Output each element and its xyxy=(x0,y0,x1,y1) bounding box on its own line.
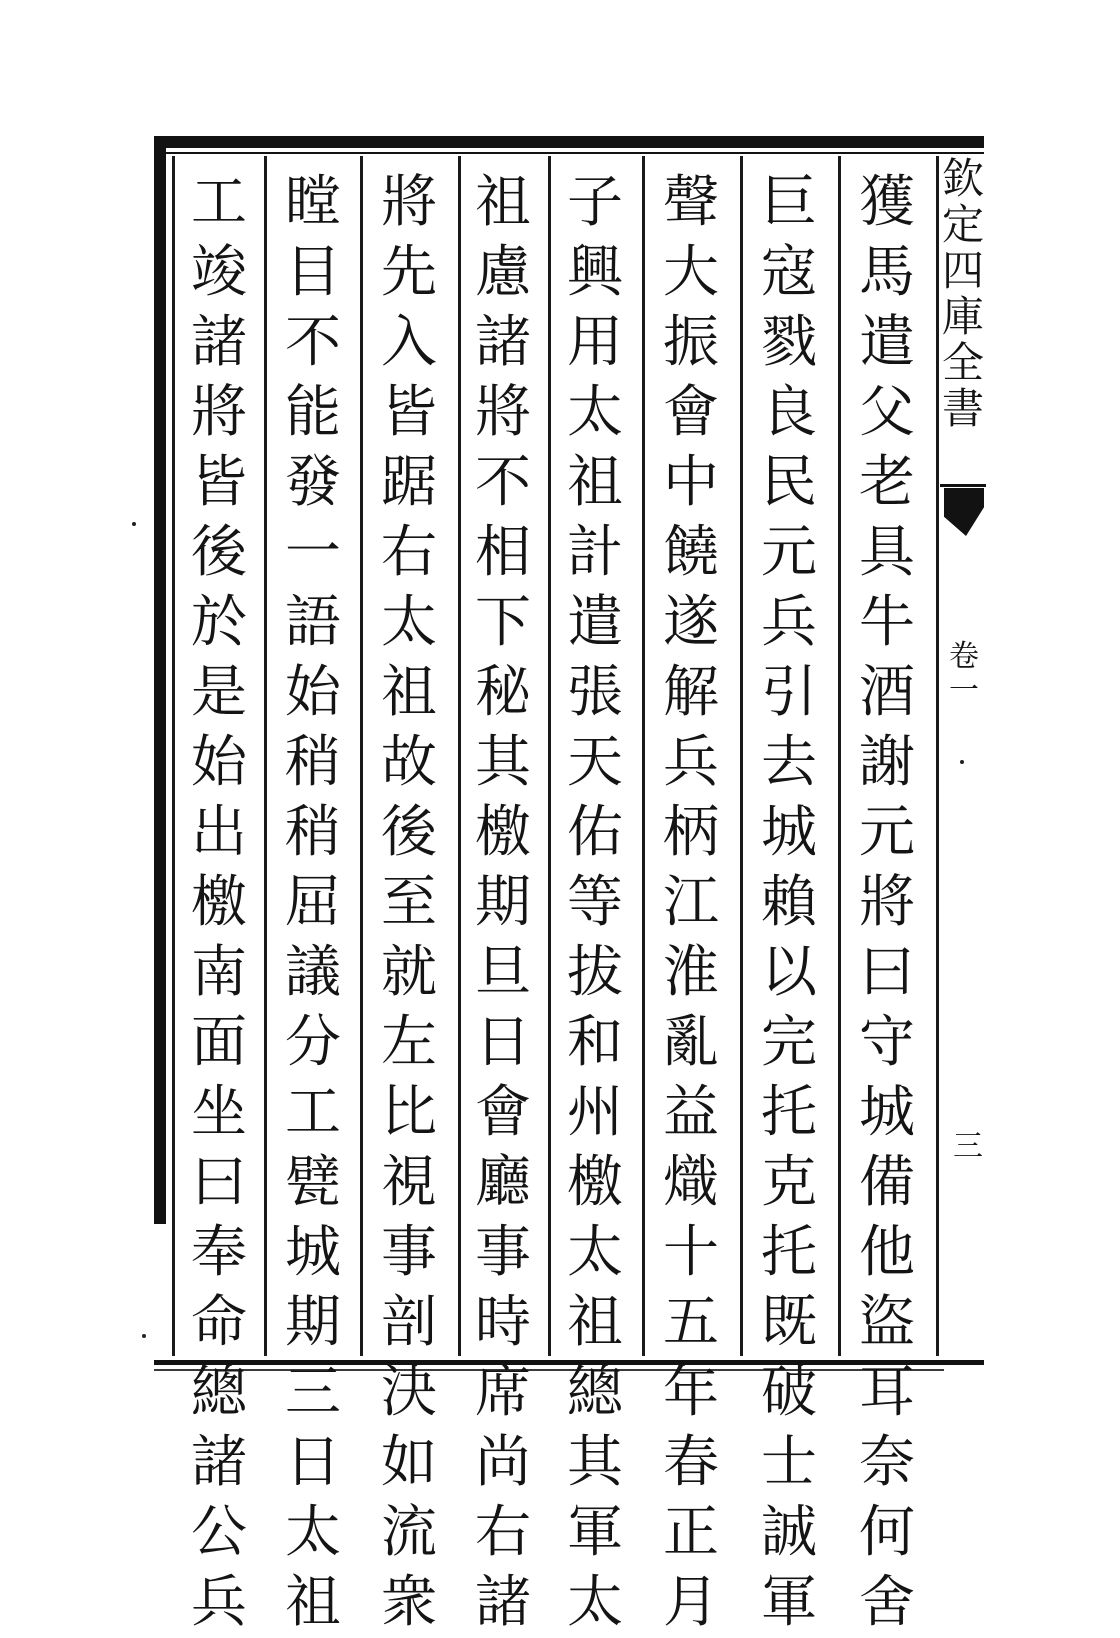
margin-book-title: 欽定四庫全書 xyxy=(941,154,984,433)
text-column-5: 祖慮諸將不相下秘其檄期旦日會廳事時席尚右諸 xyxy=(475,170,531,1635)
column-rule xyxy=(264,156,267,1356)
text-column-8: 工竣諸將皆後於是始出檄南面坐曰奉命總諸公兵 xyxy=(191,170,247,1635)
text-column-7: 瞠目不能發一語始稍稍屈議分工甓城期三日太祖 xyxy=(285,170,341,1635)
column-rule xyxy=(458,156,461,1356)
fishtail-mark xyxy=(944,488,984,536)
margin-volume-label: 卷一 xyxy=(949,639,979,708)
column-rule xyxy=(360,156,363,1356)
frame-bottom-inner-border xyxy=(154,1369,944,1371)
column-rule xyxy=(548,156,551,1356)
column-rule xyxy=(642,156,645,1356)
column-rule xyxy=(172,156,175,1356)
ink-speck xyxy=(142,1334,146,1338)
text-column-6: 將先入皆踞右太祖故後至就左比視事剖決如流衆 xyxy=(381,170,437,1635)
frame-top-border xyxy=(154,136,984,148)
column-rule xyxy=(740,156,743,1356)
text-column-2: 巨寇戮良民元兵引去城賴以完托克托既破士誠軍 xyxy=(761,170,817,1635)
ink-speck xyxy=(132,522,136,526)
fishtail-rule xyxy=(940,484,986,487)
frame-left-border xyxy=(154,136,166,1224)
text-column-3: 聲大振會中饒遂解兵柄江淮亂益熾十五年春正月 xyxy=(663,170,719,1635)
text-column-4: 子興用太祖計遣張天佑等拔和州檄太祖總其軍太 xyxy=(567,170,623,1635)
column-rule xyxy=(936,156,939,1356)
frame-top-inner-border xyxy=(154,152,984,154)
ink-speck xyxy=(960,760,964,764)
text-column-1: 獲馬遣父老具牛酒謝元將曰守城備他盜耳奈何舍 xyxy=(859,170,915,1635)
margin-page-number: 三 xyxy=(953,1129,983,1164)
column-rule xyxy=(838,156,841,1356)
